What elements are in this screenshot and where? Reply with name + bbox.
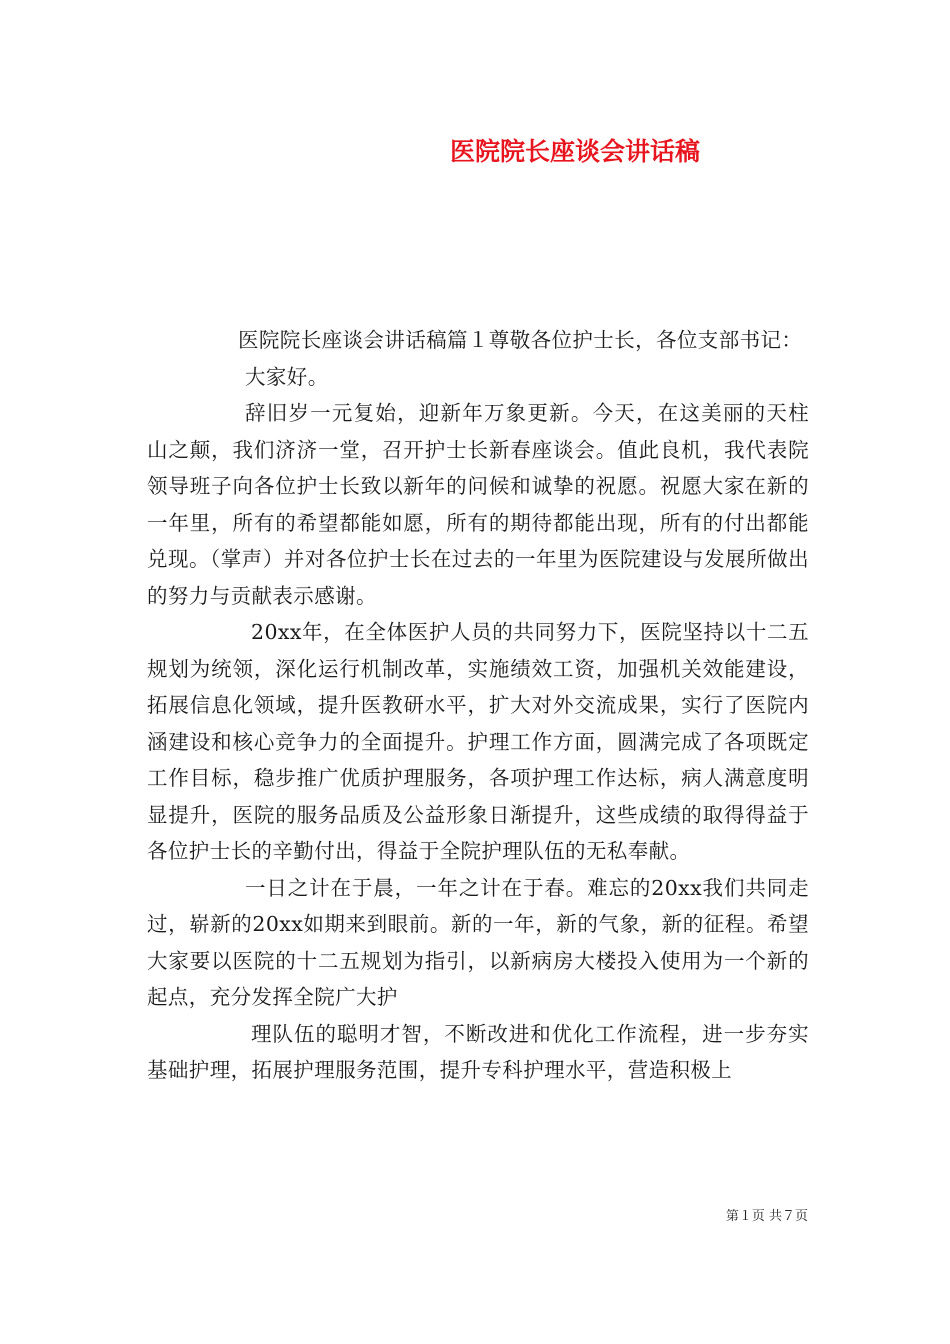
document-title: 医院院长座谈会讲话稿 — [449, 137, 700, 166]
paragraph-outlook: 一日之计在于晨，一年之计在于春。难忘的20xx我们共同走过，崭新的20xx如期来到眼前。新的一年，新的气象，新的征程。希望大家要以医院的十二五规划为指引，以新病房大楼投入使用为一个新的起点，充分发挥全院广大护 — [147, 875, 809, 1009]
paragraph-continuation: 理队伍的聪明才智，不断改进和优化工作流程，进一步夯实基础护理，拓展护理服务范围，提升专科护理水平，营造积极上 — [147, 1021, 809, 1082]
paragraph-greeting-header: 医院院长座谈会讲话稿篇１尊敬各位护士长，各位支部书记： — [238, 328, 803, 352]
page-number-footer: 第１页 共７页 — [725, 1209, 808, 1224]
document-body — [147, 322, 809, 1089]
paragraph-new-year: 辞旧岁一元复始，迎新年万象更新。今天，在这美丽的天柱山之颠，我们济济一堂，召开护士长新春座谈会。值此良机，我代表院领导班子向各位护士长致以新年的问候和诚挚的祝愿。祝愿大家在新的一年里，所有的希望都能如愿，所有的期待都能出现，所有的付出都能兑现。（掌声）并对各位护士长在过去的一年里为医院建设与发展所做出的努力与贡献表示感谢。 — [147, 401, 809, 608]
paragraph-achievements: 20xx年，在全体医护人员的共同努力下，医院坚持以十二五规划为统领，深化运行机制改革，实施绩效工资，加强机关效能建设，拓展信息化领域，提升医教研水平，扩大对外交流成果，实行了医院内涵建设和核心竞争力的全面提升。护理工作方面，圆满完成了各项既定工作目标，稳步推广优质护理服务，各项护理工作达标，病人满意度明显提升，医院的服务品质及公益形象日渐提升，这些成绩的取得得益于各位护士长的辛勤付出，得益于全院护理队伍的无私奉献。 — [147, 620, 809, 863]
paragraph-hello: 大家好。 — [245, 364, 329, 389]
